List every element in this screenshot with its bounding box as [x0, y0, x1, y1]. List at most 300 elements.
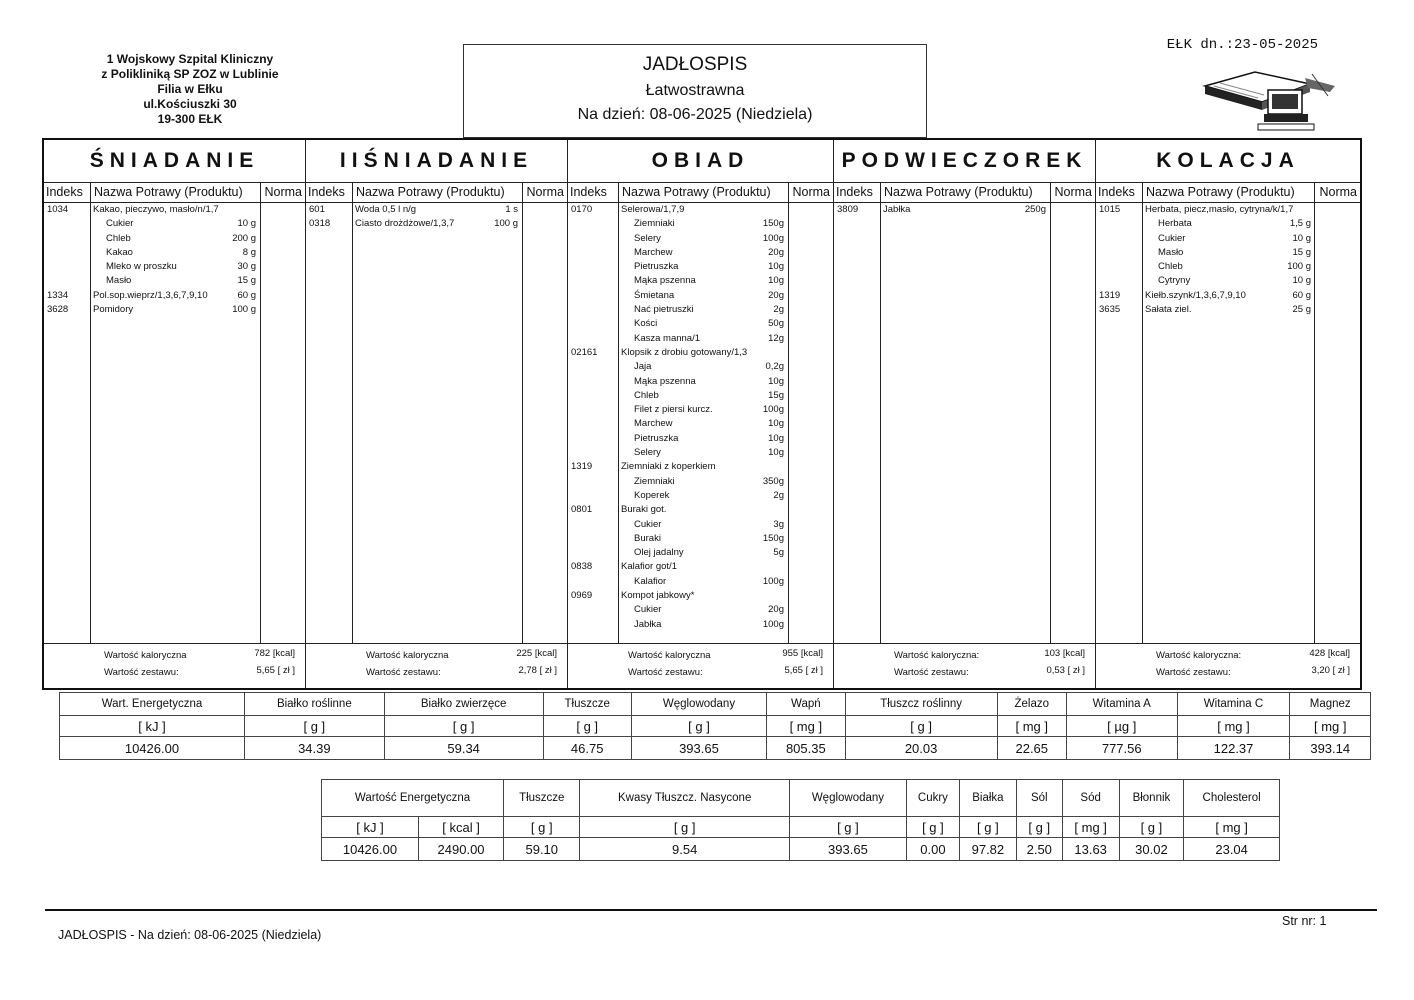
item-norm: 15 g	[1292, 246, 1311, 258]
energy-header: Wartość Energetyczna	[322, 780, 504, 817]
item-name: Pietruszka	[634, 261, 679, 273]
nutrient-value: 97.82	[959, 838, 1016, 861]
item-index: 1319	[571, 461, 593, 473]
menu-item-row	[568, 404, 833, 418]
nutrient-unit: [ mg ]	[1062, 817, 1119, 838]
nutrient-unit: [ g ]	[845, 716, 997, 737]
item-norm: 150g	[762, 532, 784, 544]
nutrient-unit: [ kJ ]	[60, 716, 245, 737]
nutrient-value: 805.35	[767, 737, 845, 760]
nutrient-header: Kwasy Tłuszcz. Nasycone	[580, 780, 790, 817]
calorie-label: Wartość kaloryczna	[104, 650, 187, 661]
menu-item-row	[44, 275, 305, 289]
item-name: Marchew	[634, 246, 673, 258]
nutrient-header: Sól	[1016, 780, 1062, 817]
nutrition-header-row	[60, 693, 1371, 716]
item-name: Cukier	[106, 218, 134, 230]
footer-divider	[45, 909, 1377, 911]
item-name: Kakao, pieczywo, masło/n/1,7	[93, 204, 219, 215]
cost-label: Wartość zestawu:	[104, 667, 179, 678]
meal-column-breakfast	[44, 140, 306, 688]
menu-item-row	[568, 447, 833, 461]
item-list	[568, 204, 833, 633]
item-name: Cukier	[634, 604, 662, 616]
menu-item-row	[568, 290, 833, 304]
hospital-line: 1 Wojskowy Szpital Kliniczny	[106, 52, 274, 66]
item-index: 0318	[309, 218, 331, 230]
nutrient-header: Tłuszcz roślinny	[845, 693, 997, 716]
nutrition-unit-row	[60, 716, 1371, 737]
nutrient-unit: [ g ]	[244, 716, 384, 737]
meal-column-supper	[1096, 140, 1360, 688]
nutrient-unit: [ mg ]	[1290, 716, 1371, 737]
menu-item-row	[568, 418, 833, 432]
calorie-label: Wartość kaloryczna	[628, 650, 711, 661]
menu-item-row	[568, 390, 833, 404]
nutrient-value: 2.50	[1016, 838, 1062, 861]
nutrient-header: Cholesterol	[1184, 780, 1280, 817]
item-index: 1319	[1099, 289, 1121, 301]
calorie-label: Wartość kaloryczna:	[894, 650, 980, 661]
column-headers	[1096, 183, 1360, 203]
menu-item-row	[44, 233, 305, 247]
item-name: Buraki got.	[621, 504, 667, 516]
nutrient-value: 9.54	[580, 838, 790, 861]
meal-column-lunch	[568, 140, 834, 688]
nutrient-value: 10426.00	[322, 838, 419, 861]
menu-item-row	[834, 204, 1095, 218]
meal-summary	[44, 643, 305, 688]
meal-summary	[834, 643, 1095, 688]
norm-header: Norma	[792, 185, 830, 199]
menu-item-row	[568, 476, 833, 490]
hospital-address	[70, 52, 310, 127]
nutrient-value: 777.56	[1066, 737, 1177, 760]
calorie-value: 782 [kcal]	[254, 648, 295, 659]
item-norm: 10g	[768, 261, 784, 273]
nutrient-value: 0.00	[906, 838, 959, 861]
item-norm: 8 g	[242, 246, 256, 258]
item-norm: 350g	[762, 475, 784, 487]
menu-item-row	[568, 519, 833, 533]
menu-item-row	[568, 275, 833, 289]
menu-item-row	[568, 318, 833, 332]
item-norm: 100g	[762, 232, 784, 244]
item-name: Selery	[634, 447, 661, 459]
menu-item-row	[568, 547, 833, 561]
nutrient-value: 10426.00	[60, 737, 245, 760]
nutrient-unit: [ g ]	[384, 716, 543, 737]
nutrient-header: Sód	[1062, 780, 1119, 817]
item-norm: 10 g	[1292, 275, 1311, 287]
divider	[1050, 182, 1051, 644]
nutrient-header: Białka	[959, 780, 1016, 817]
item-norm: 10g	[768, 432, 784, 444]
nutrient-value: 23.04	[1184, 838, 1280, 861]
menu-item-row	[568, 461, 833, 475]
item-name: Mąka pszenna	[634, 275, 696, 287]
menu-item-row	[568, 333, 833, 347]
index-header: Indeks	[308, 185, 345, 199]
item-norm: 15g	[768, 389, 784, 401]
item-name: Nać pietruszki	[634, 304, 694, 316]
nutrient-header: Węglowodany	[789, 780, 906, 817]
meal-column-afternoon-snack	[834, 140, 1096, 688]
item-norm: 20g	[768, 246, 784, 258]
nutrient-value: 393.65	[789, 838, 906, 861]
menu-item-row	[306, 218, 567, 232]
item-norm: 25 g	[1292, 304, 1311, 316]
item-name: Filet z piersi kurcz.	[634, 404, 713, 416]
menu-item-row	[568, 261, 833, 275]
item-index: 1015	[1099, 204, 1121, 215]
nutrient-unit: [ g ]	[504, 817, 580, 838]
item-name: Herbata, piecz,masło, cytryna/k/1,7	[1145, 204, 1294, 215]
item-name: Selerowa/1,7,9	[621, 204, 685, 215]
item-name: Pol.sop.wieprz/1,3,6,7,9,10	[93, 289, 208, 301]
nutrient-value: 13.63	[1062, 838, 1119, 861]
nutrient-value: 22.65	[997, 737, 1066, 760]
place-date: EŁK dn.:23-05-2025	[1166, 37, 1318, 53]
product-name-header: Nazwa Potrawy (Produktu)	[1146, 185, 1295, 199]
nutrient-header: Witamina C	[1177, 693, 1290, 716]
item-index: 0969	[571, 590, 593, 602]
nutrient-header: Węglowodany	[631, 693, 766, 716]
item-index: 3809	[837, 204, 859, 215]
meal-title: IIŚNIADANIE	[306, 140, 567, 183]
menu-item-row	[568, 218, 833, 232]
menu-item-row	[1096, 218, 1360, 232]
nutrient-value: 2490.00	[418, 838, 503, 861]
nutrient-value: 59.34	[384, 737, 543, 760]
menu-item-row	[568, 561, 833, 575]
item-name: Kompot jabkowy*	[621, 590, 695, 602]
item-norm: 10g	[768, 375, 784, 387]
item-norm: 20g	[768, 289, 784, 301]
item-norm: 100g	[762, 575, 784, 587]
meal-summary	[1096, 643, 1360, 688]
index-header: Indeks	[46, 185, 83, 199]
item-norm: 150g	[762, 218, 784, 230]
item-list	[1096, 204, 1360, 318]
item-name: Kasza manna/1	[634, 332, 701, 344]
item-index: 601	[309, 204, 325, 215]
item-name: Masło	[1158, 246, 1184, 258]
item-norm: 15 g	[237, 275, 256, 287]
calorie-value: 225 [kcal]	[516, 648, 557, 659]
nutrition-table-main	[59, 692, 1371, 760]
nutrient-value: 46.75	[543, 737, 631, 760]
item-norm: 250g	[1024, 204, 1046, 215]
item-norm: 100g	[762, 618, 784, 630]
item-name: Kalafior got/1	[621, 561, 677, 573]
page-number: Str nr: 1	[1282, 914, 1327, 928]
calorie-label: Wartość kaloryczna	[366, 650, 449, 661]
nutrient-value: 20.03	[845, 737, 997, 760]
item-name: Ziemniaki z koperkiem	[621, 461, 716, 473]
item-name: Chleb	[634, 389, 659, 401]
item-name: Mąka pszenna	[634, 375, 696, 387]
nutrient-header: Witamina A	[1066, 693, 1177, 716]
nutrient-header: Białko zwierzęce	[384, 693, 543, 716]
item-index: 1034	[47, 204, 69, 215]
index-header: Indeks	[1098, 185, 1135, 199]
item-name: Kości	[634, 318, 658, 330]
menu-item-row	[568, 376, 833, 390]
item-name: Chleb	[106, 232, 131, 244]
menu-item-row	[44, 204, 305, 218]
item-name: Chleb	[1158, 261, 1183, 273]
item-norm: 2g	[773, 489, 784, 501]
meal-title: KOLACJA	[1096, 140, 1360, 183]
menu-item-row	[1096, 304, 1360, 318]
meal-title: OBIAD	[568, 140, 833, 183]
meal-title: ŚNIADANIE	[44, 140, 305, 183]
nutrient-unit: [ kJ ]	[322, 817, 419, 838]
nutrient-header: Tłuszcze	[543, 693, 631, 716]
item-norm: 60 g	[237, 289, 256, 301]
nutrient-header: Wapń	[767, 693, 845, 716]
item-index: 1334	[47, 289, 69, 301]
menu-item-row	[44, 290, 305, 304]
item-norm: 10g	[768, 275, 784, 287]
column-headers	[834, 183, 1095, 203]
item-list	[834, 204, 1095, 218]
menu-item-row	[1096, 247, 1360, 261]
menu-item-row	[1096, 275, 1360, 289]
calorie-value: 103 [kcal]	[1044, 648, 1085, 659]
item-norm: 20g	[768, 604, 784, 616]
menu-item-row	[1096, 204, 1360, 218]
index-header: Indeks	[570, 185, 607, 199]
menu-item-row	[44, 261, 305, 275]
item-norm: 60 g	[1292, 289, 1311, 301]
cost-value: 2,78 [ zł ]	[518, 665, 557, 676]
cost-value: 3,20 [ zł ]	[1311, 665, 1350, 676]
nutrient-unit: [ mg ]	[767, 716, 845, 737]
menu-item-row	[568, 247, 833, 261]
menu-item-row	[568, 433, 833, 447]
nutrient-unit: [ µg ]	[1066, 716, 1177, 737]
index-header: Indeks	[836, 185, 873, 199]
nutrient-header: Żelazo	[997, 693, 1066, 716]
nutrition-table-label	[321, 779, 1280, 861]
nutrient-unit: [ g ]	[906, 817, 959, 838]
item-name: Pietruszka	[634, 432, 679, 444]
item-name: Kiełb.szynk/1,3,6,7,9,10	[1145, 289, 1246, 301]
hospital-line: Filia w Ełku	[157, 82, 223, 96]
nutrient-unit: [ g ]	[543, 716, 631, 737]
nutrient-header: Cukry	[906, 780, 959, 817]
item-name: Buraki	[634, 532, 661, 544]
calorie-label: Wartość kaloryczna:	[1156, 650, 1242, 661]
nutrient-unit: [ g ]	[631, 716, 766, 737]
item-name: Pomidory	[93, 304, 134, 316]
nutrition-value-row	[60, 737, 1371, 760]
nutrient-unit: [ mg ]	[997, 716, 1066, 737]
menu-item-row	[44, 247, 305, 261]
document-title: JADŁOSPIS	[642, 54, 748, 75]
hospital-line: 19-300 EŁK	[157, 112, 223, 126]
nutrient-unit: [ g ]	[1119, 817, 1184, 838]
nutrient-unit: [ mg ]	[1177, 716, 1290, 737]
item-norm: 30 g	[237, 261, 256, 273]
item-name: Sałata ziel.	[1145, 304, 1192, 316]
item-norm: 10g	[768, 447, 784, 459]
column-headers	[44, 183, 305, 203]
calorie-value: 955 [kcal]	[782, 648, 823, 659]
item-name: Selery	[634, 232, 661, 244]
item-name: Ciasto drożdżowe/1,3,7	[355, 218, 455, 230]
item-name: Cukier	[634, 518, 662, 530]
menu-item-row	[568, 604, 833, 618]
nutrition2-value-row	[322, 838, 1280, 861]
item-name: Ziemniaki	[634, 218, 675, 230]
nutrient-unit: [ mg ]	[1184, 817, 1280, 838]
meal-column-second-breakfast	[306, 140, 568, 688]
footer-date: JADŁOSPIS - Na dzień: 08-06-2025 (Niedziela)	[58, 928, 322, 942]
menu-item-row	[44, 218, 305, 232]
hospital-line: z Polikliniką SP ZOZ w Lublinie	[101, 67, 279, 81]
column-headers	[306, 183, 567, 203]
item-name: Kalafior	[634, 575, 667, 587]
menu-item-row	[568, 619, 833, 633]
menu-item-row	[568, 504, 833, 518]
item-norm: 10 g	[1292, 232, 1311, 244]
item-list	[306, 204, 567, 233]
item-name: Olej jadalny	[634, 547, 684, 559]
nutrient-value: 393.65	[631, 737, 766, 760]
item-norm: 0,2g	[765, 361, 784, 373]
calorie-value: 428 [kcal]	[1309, 648, 1350, 659]
item-index: 0170	[571, 204, 593, 215]
product-name-header: Nazwa Potrawy (Produktu)	[94, 185, 243, 199]
column-headers	[568, 183, 833, 203]
nutrient-unit: [ g ]	[1016, 817, 1062, 838]
cost-label: Wartość zestawu:	[366, 667, 441, 678]
divider	[522, 182, 523, 644]
nutrient-header: Tłuszcze	[504, 780, 580, 817]
item-name: Jabłka	[883, 204, 911, 215]
item-norm: 1,5 g	[1289, 218, 1311, 230]
item-norm: 100 g	[232, 304, 256, 316]
item-norm: 200 g	[232, 232, 256, 244]
item-index: 0838	[571, 561, 593, 573]
cost-value: 5,65 [ zł ]	[784, 665, 823, 676]
item-index: 3628	[47, 304, 69, 316]
item-norm: 1 s	[505, 204, 518, 215]
nutrient-header: Błonnik	[1119, 780, 1184, 817]
menu-item-row	[568, 533, 833, 547]
norm-header: Norma	[1054, 185, 1092, 199]
item-norm: 100 g	[494, 218, 518, 230]
menu-item-row	[568, 304, 833, 318]
item-norm: 10g	[768, 418, 784, 430]
item-norm: 2g	[773, 304, 784, 316]
menu-item-row	[568, 490, 833, 504]
nutrient-header: Magnez	[1290, 693, 1371, 716]
item-name: Marchew	[634, 418, 673, 430]
nutrient-header: Białko roślinne	[244, 693, 384, 716]
nutrient-unit: [ g ]	[789, 817, 906, 838]
item-index: 02161	[571, 346, 598, 358]
meal-title: PODWIECZOREK	[834, 140, 1095, 183]
menu-item-row	[568, 204, 833, 218]
item-norm: 3g	[773, 518, 784, 530]
item-norm: 100g	[762, 404, 784, 416]
menu-date: Na dzień: 08-06-2025 (Niedziela)	[577, 106, 813, 123]
nutrient-unit: [ g ]	[959, 817, 1016, 838]
cost-label: Wartość zestawu:	[628, 667, 703, 678]
norm-header: Norma	[1319, 185, 1357, 199]
menu-item-row	[306, 204, 567, 218]
nutrient-value: 34.39	[244, 737, 384, 760]
nutrition2-unit-row	[322, 817, 1280, 838]
menu-item-row	[568, 576, 833, 590]
product-name-header: Nazwa Potrawy (Produktu)	[622, 185, 771, 199]
cost-label: Wartość zestawu:	[1156, 667, 1231, 678]
nutrient-value: 30.02	[1119, 838, 1184, 861]
item-index: 0801	[571, 504, 593, 516]
hospital-line: ul.Kościuszki 30	[143, 97, 237, 111]
divider	[352, 182, 353, 644]
item-list	[44, 204, 305, 318]
cost-value: 0,53 [ zł ]	[1046, 665, 1085, 676]
item-name: Koperek	[634, 489, 670, 501]
nutrient-unit: [ g ]	[580, 817, 790, 838]
nutrient-unit: [ kcal ]	[418, 817, 503, 838]
meal-summary	[568, 643, 833, 688]
item-name: Klopsik z drobiu gotowany/1,3	[621, 346, 748, 358]
nutrient-value: 122.37	[1177, 737, 1290, 760]
nutrition2-header-row	[322, 780, 1280, 817]
product-name-header: Nazwa Potrawy (Produktu)	[884, 185, 1033, 199]
item-name: Kakao	[106, 246, 133, 258]
item-norm: 100 g	[1287, 261, 1311, 273]
book-computer-icon	[1200, 68, 1340, 132]
norm-header: Norma	[526, 185, 564, 199]
menu-item-row	[568, 590, 833, 604]
item-norm: 5g	[773, 547, 784, 559]
item-norm: 10 g	[237, 218, 256, 230]
menu-item-row	[568, 347, 833, 361]
item-name: Ziemniaki	[634, 475, 675, 487]
meal-summary	[306, 643, 567, 688]
title-box	[463, 44, 927, 138]
item-norm: 50g	[768, 318, 784, 330]
cost-value: 5,65 [ zł ]	[256, 665, 295, 676]
item-index: 3635	[1099, 304, 1121, 316]
menu-item-row	[1096, 233, 1360, 247]
item-norm: 12g	[768, 332, 784, 344]
item-name: Cukier	[1158, 232, 1186, 244]
item-name: Jabłka	[634, 618, 662, 630]
cost-label: Wartość zestawu:	[894, 667, 969, 678]
menu-item-row	[568, 233, 833, 247]
item-name: Jaja	[634, 361, 652, 373]
item-name: Cytryny	[1158, 275, 1191, 287]
product-name-header: Nazwa Potrawy (Produktu)	[356, 185, 505, 199]
nutrient-header: Wart. Energetyczna	[60, 693, 245, 716]
nutrient-value: 59.10	[504, 838, 580, 861]
item-name: Masło	[106, 275, 132, 287]
menu-item-row	[44, 304, 305, 318]
item-name: Mleko w proszku	[106, 261, 177, 273]
menu-item-row	[568, 361, 833, 375]
item-name: Herbata	[1158, 218, 1192, 230]
item-name: Woda 0,5 l n/g	[355, 204, 417, 215]
item-name: Śmietana	[634, 289, 675, 301]
